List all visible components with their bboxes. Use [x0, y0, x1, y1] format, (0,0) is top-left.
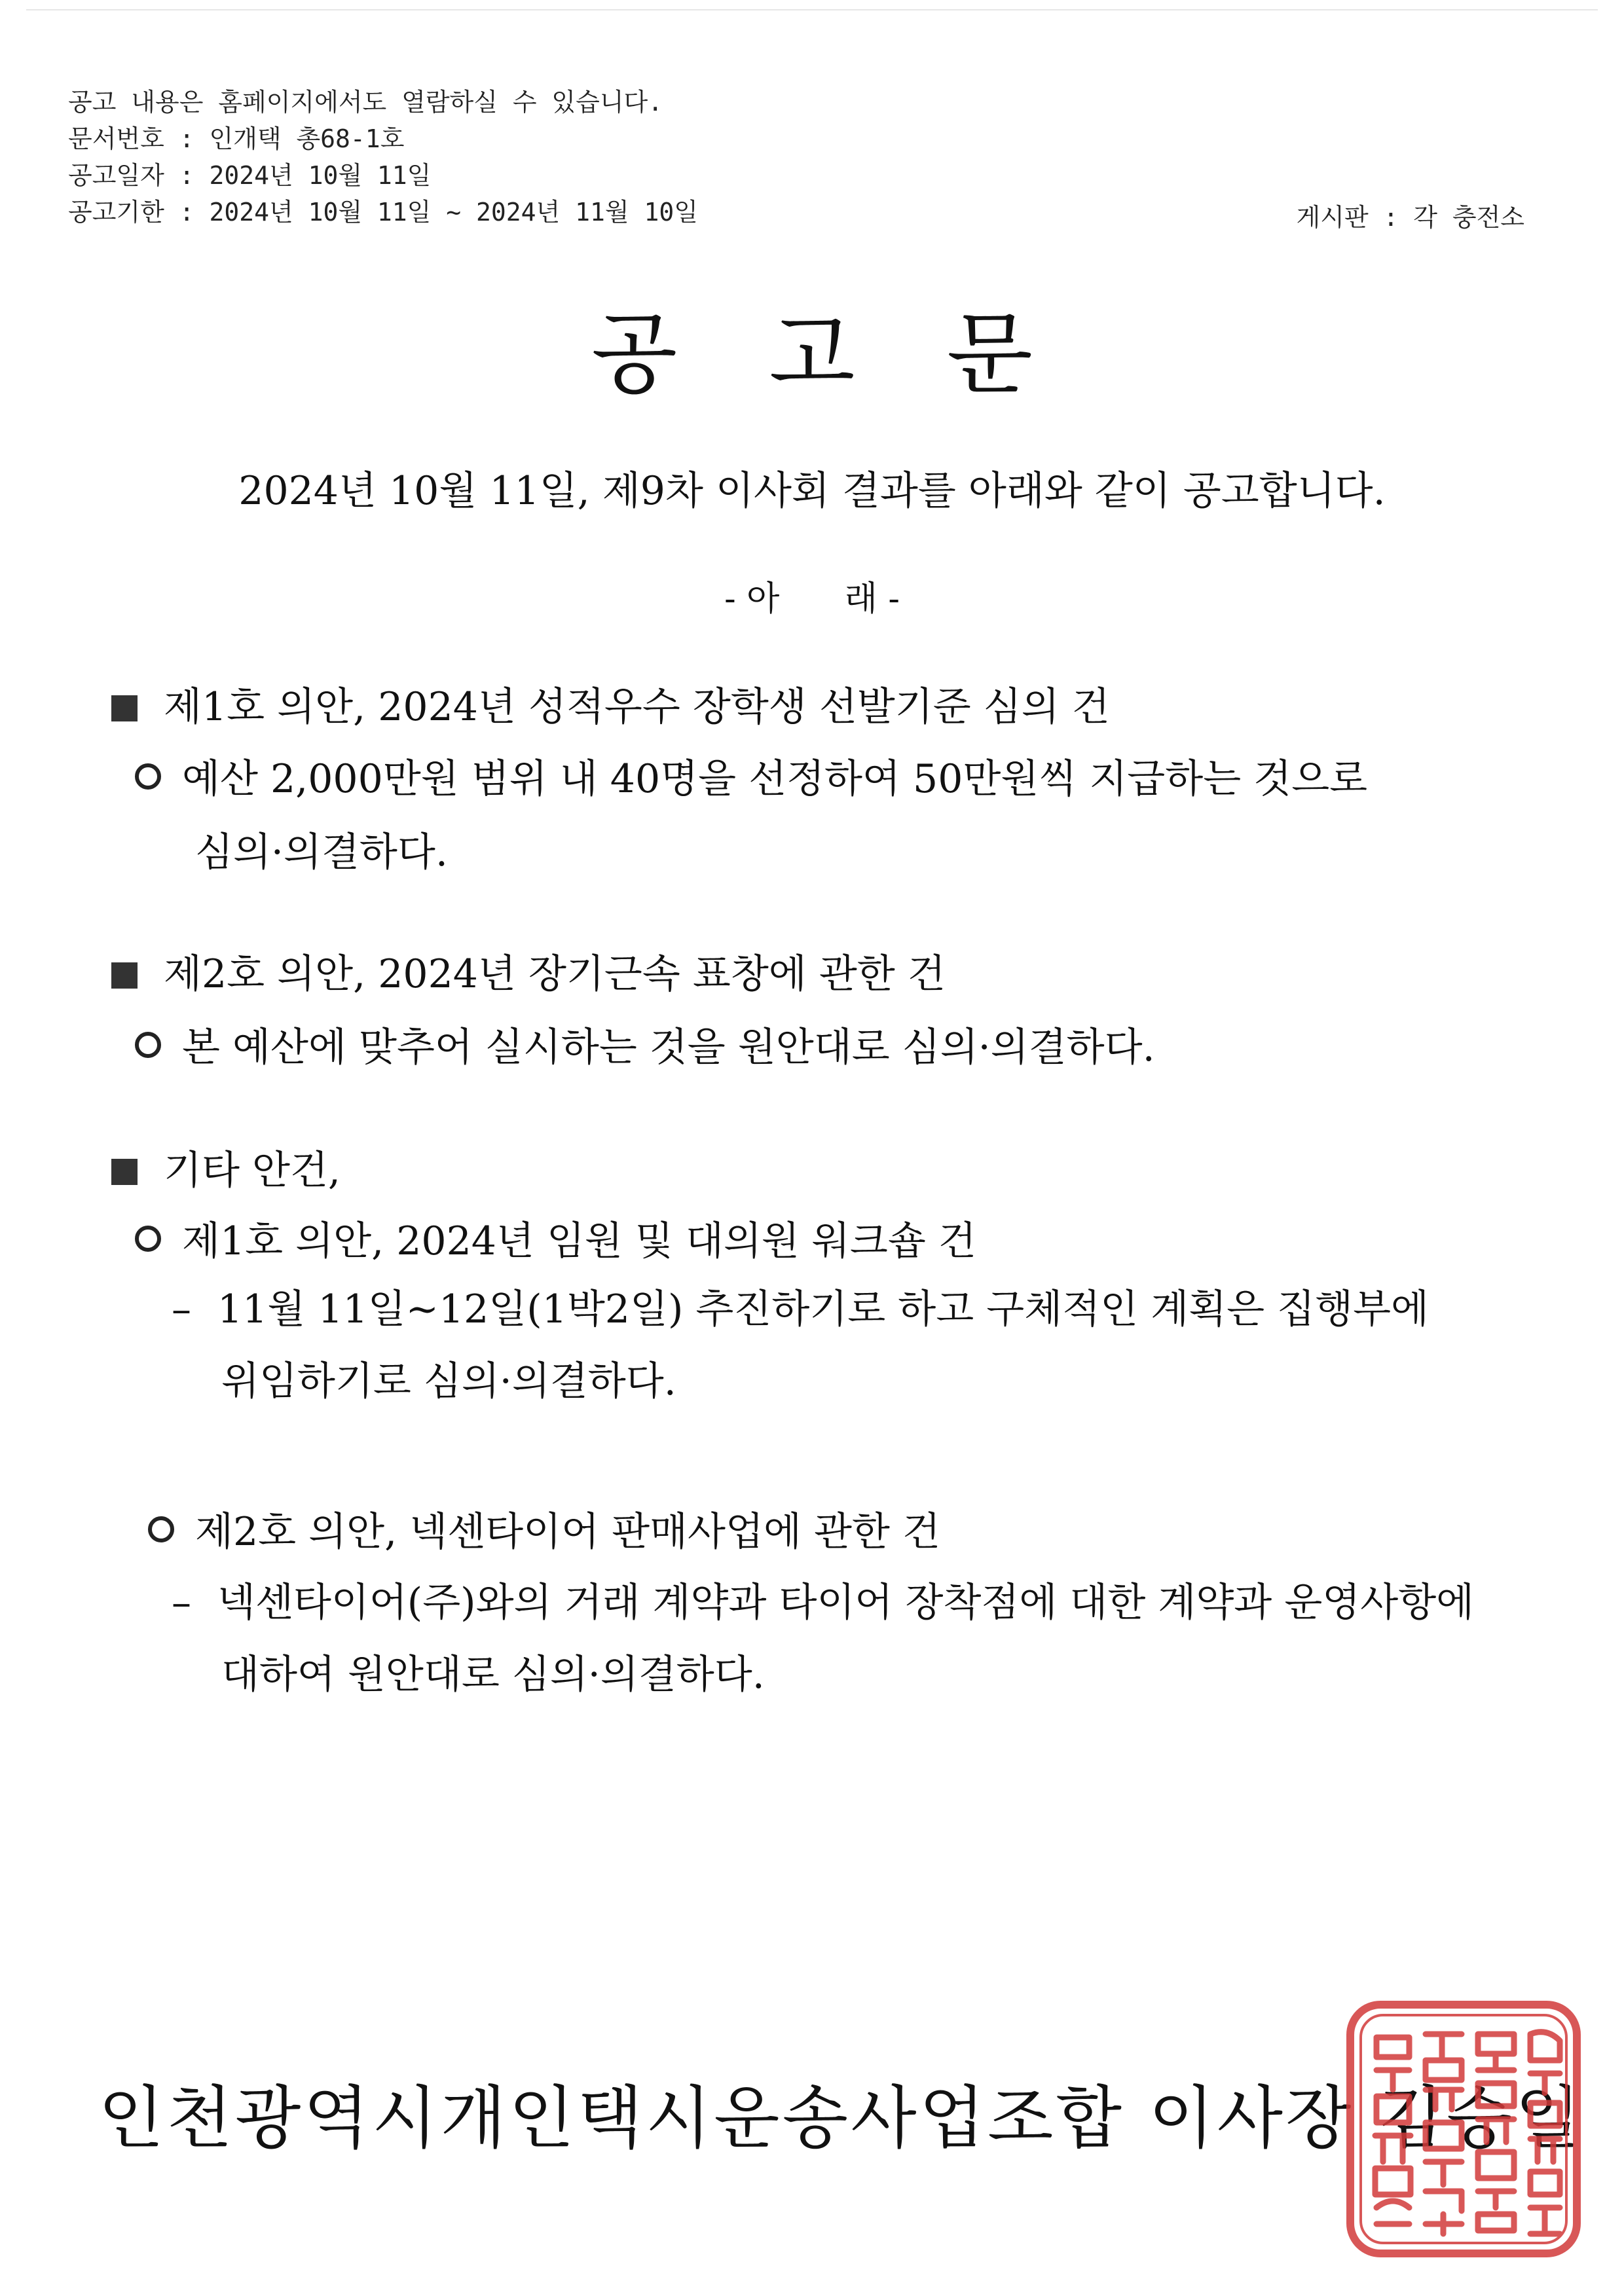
below-marker: - 아 래 - [724, 579, 900, 619]
page-title: 공고문 [591, 303, 1125, 407]
square-bullet-icon [111, 695, 138, 721]
item3-sub1-heading: 제1호 의안, 2024년 임원 및 대의원 워크숍 건 [182, 1218, 976, 1264]
item3-sub1-detail-row [172, 1283, 1429, 1336]
circle-bullet-icon [135, 1032, 161, 1058]
item1-detail-line1: 예산 2,000만원 범위 내 40명을 선정하여 50만원씩 지급하는 것으로 [182, 756, 1368, 802]
circle-bullet-icon [135, 1226, 161, 1252]
notice-date: 공고일자 : 2024년 10월 11일 [68, 161, 432, 190]
item3-sub1-detail-line2: 위임하기로 심의·의결하다. [221, 1358, 676, 1404]
dash-bullet-icon: – [172, 1286, 191, 1332]
homepage-notice: 공고 내용은 홈페이지에서도 열람하실 수 있습니다. [68, 88, 663, 117]
item1-heading-row [111, 681, 1110, 733]
intro-statement: 2024년 10월 11일, 제9차 이사회 결과를 아래와 같이 공고합니다. [238, 468, 1386, 514]
item3-heading: 기타 안건, [164, 1148, 341, 1194]
item1-detail-line2: 심의·의결하다. [195, 829, 448, 875]
circle-bullet-icon [135, 763, 161, 790]
item2-detail: 본 예산에 맞추어 실시하는 것을 원안대로 심의·의결하다. [182, 1025, 1155, 1070]
item1-heading: 제1호 의안, 2024년 성적우수 장학생 선발기준 심의 건 [164, 684, 1110, 730]
item2-heading: 제2호 의안, 2024년 장기근속 표창에 관한 건 [164, 951, 946, 997]
item3-sub1-heading-row [135, 1215, 976, 1267]
notice-period: 공고기한 : 2024년 10월 11일 ~ 2024년 11월 10일 [68, 198, 698, 227]
item2-heading-row [111, 948, 946, 1000]
item3-sub2-detail-row [172, 1576, 1474, 1629]
item3-sub2-detail-line2: 대하여 원안대로 심의·의결하다. [221, 1652, 765, 1698]
item3-sub2-detail-line1: 넥센타이어(주)와의 거래 계약과 타이어 장착점에 대한 계약과 운영사항에 [217, 1580, 1475, 1626]
dash-bullet-icon: – [172, 1580, 191, 1626]
top-rule [26, 9, 1598, 10]
item2-detail-row [135, 1021, 1155, 1074]
bulletin-board: 게시판 : 각 충전소 [1296, 203, 1524, 232]
item3-sub2-heading-row [148, 1506, 940, 1558]
document-number: 문서번호 : 인개택 총68-1호 [68, 124, 405, 153]
square-bullet-icon [111, 962, 138, 989]
item3-heading-row [111, 1144, 341, 1197]
item1-detail-row [135, 753, 1367, 805]
signer-name: 인천광역시개인택시운송사업조합 이사장 김승일 [98, 2078, 1583, 2158]
item3-sub2-heading: 제2호 의안, 넥센타이어 판매사업에 관한 건 [195, 1509, 940, 1555]
item3-sub1-detail-line1: 11월 11일~12일(1박2일) 추진하기로 하고 구체적인 계획은 집행부에 [217, 1286, 1429, 1332]
circle-bullet-icon [148, 1516, 174, 1542]
official-seal-icon [1344, 1998, 1583, 2260]
document-meta [68, 84, 698, 230]
square-bullet-icon [111, 1159, 138, 1185]
